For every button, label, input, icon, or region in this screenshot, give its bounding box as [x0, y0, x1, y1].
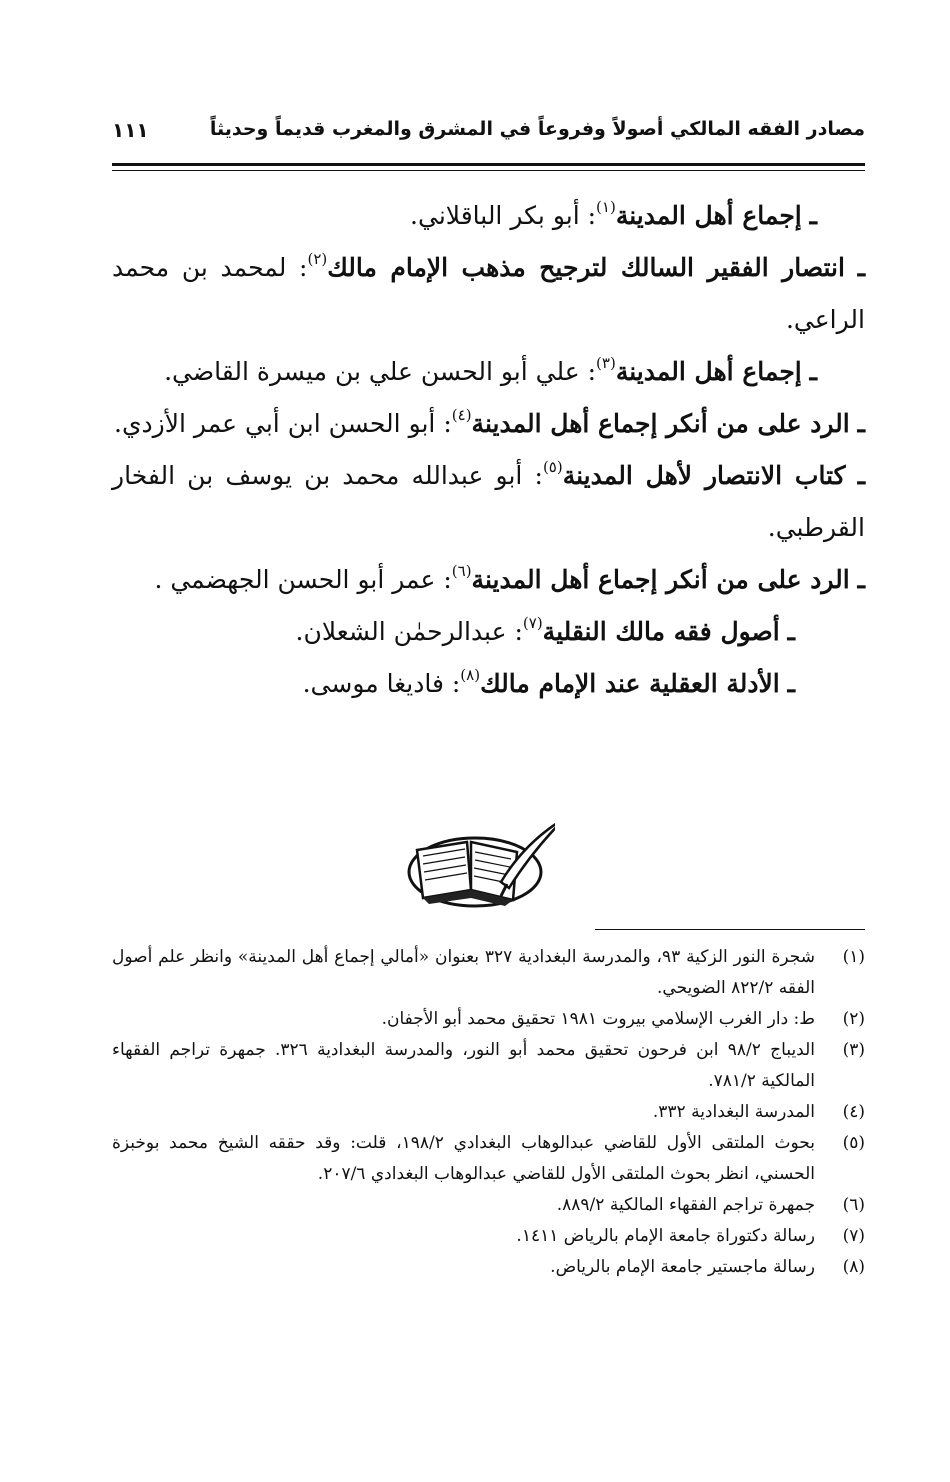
footnote	[112, 942, 865, 1004]
entry-author: : أبو بكر الباقلاني.	[410, 201, 597, 230]
footnote-text: جمهرة تراجم الفقهاء المالكية ٨٨٩/٢.	[556, 1195, 815, 1215]
footnote-number: (٣)	[842, 1040, 865, 1060]
footnote-text: المدرسة البغدادية ٣٣٢.	[652, 1102, 815, 1122]
entry-dash: ـ	[857, 565, 865, 594]
bibliography-list	[112, 190, 865, 710]
footnote-ref: (١)	[596, 198, 616, 216]
entry-dash: ـ	[857, 409, 865, 438]
footnotes	[112, 942, 865, 1283]
footnote-number: (٥)	[842, 1133, 865, 1153]
footnote-ref: (٨)	[460, 666, 481, 684]
footnote-text: الديباج ٩٨/٢ ابن فرحون تحقيق محمد أبو النور، والمدرسة البغدادية ٣٢٦. جمهرة تراجم الفقهاء المالكية ٧٨١/٢.	[112, 1040, 816, 1091]
footnote-text: ط: دار الغرب الإسلامي بيروت ١٩٨١ تحقيق محمد أبو الأجفان.	[381, 1009, 815, 1029]
footnote-number: (٦)	[842, 1195, 865, 1215]
page-number: ١١١	[112, 118, 149, 142]
footnote-number: (٤)	[842, 1102, 865, 1122]
footnote	[112, 1190, 865, 1221]
entry	[112, 554, 865, 606]
entry	[112, 658, 865, 710]
footnote-number: (٢)	[842, 1009, 865, 1029]
entry-author: : علي أبو الحسن علي بن ميسرة القاضي.	[164, 357, 597, 386]
entry-dash: ـ	[857, 253, 866, 282]
entry	[112, 450, 865, 554]
work-title: إجماع أهل المدينة	[615, 201, 802, 230]
work-title: الرد على من أنكر إجماع أهل المدينة	[471, 409, 850, 438]
footnote	[112, 1097, 865, 1128]
footnote-text: شجرة النور الزكية ٩٣، والمدرسة البغدادية ٣٢٧ بعنوان «أمالي إجماع أهل المدينة» وانظر علم أصول الفقه ٨٢٢/٢ الضويحي.	[112, 947, 815, 998]
entry-dash: ـ	[809, 357, 817, 386]
footnote-number: (١)	[842, 947, 865, 967]
header-rule-thin	[112, 170, 865, 171]
entry-author: : أبو الحسن ابن أبي عمر الأزدي.	[114, 409, 452, 438]
footnote-text: رسالة ماجستير جامعة الإمام بالرياض.	[550, 1257, 815, 1277]
entry	[112, 190, 865, 242]
work-title: انتصار الفقير السالك لترجيح مذهب الإمام مالك	[327, 253, 845, 282]
entry-author: : أبو عبدالله محمد بن يوسف بن الفخار القرطبي.	[112, 461, 865, 542]
footnote-number: (٨)	[842, 1257, 865, 1277]
entry-dash: ـ	[857, 461, 866, 490]
entry-dash: ـ	[787, 669, 795, 698]
entry	[112, 606, 865, 658]
footnote-text: رسالة دكتوراة جامعة الإمام بالرياض ١٤١١.	[516, 1226, 815, 1246]
work-title: أصول فقه مالك النقلية	[542, 617, 780, 646]
entry-author: : فاديغا موسى.	[302, 669, 461, 698]
footnote	[112, 1035, 865, 1097]
work-title: إجماع أهل المدينة	[615, 357, 802, 386]
footnote-ref: (٦)	[451, 562, 472, 580]
footnote-text: بحوث الملتقى الأول للقاضي عبدالوهاب البغدادي ١٩٨/٢، قلت: وقد حققه الشيخ محمد بوخبزة الحسني، انظر بحوث الملتقى الأول للقاضي عبدالوهاب البغدادي ٢٠٧/٦.	[112, 1133, 815, 1184]
work-title: الرد على من أنكر إجماع أهل المدينة	[471, 565, 850, 594]
entry-author: : عمر أبو الحسن الجهضمي .	[154, 565, 452, 594]
footnote-number: (٧)	[842, 1226, 865, 1246]
entry	[112, 346, 865, 398]
footnote-ref: (٣)	[596, 354, 616, 372]
work-title: كتاب الانتصار لأهل المدينة	[562, 461, 846, 490]
footnote-ref: (٧)	[522, 614, 543, 632]
entry-author: : عبدالرحمٰن الشعلان.	[295, 617, 523, 646]
entry	[112, 242, 865, 346]
book-and-quill-icon	[405, 812, 555, 912]
running-header	[112, 118, 865, 158]
footnote	[112, 1128, 865, 1190]
footnote-ref: (٢)	[307, 250, 328, 268]
entry-dash: ـ	[809, 201, 817, 230]
work-title: الأدلة العقلية عند الإمام مالك	[480, 669, 780, 698]
header-rule	[112, 163, 865, 166]
footnote-ref: (٤)	[451, 406, 472, 424]
footnote	[112, 1252, 865, 1283]
entry	[112, 398, 865, 450]
entry-dash: ـ	[787, 617, 795, 646]
entry-author: : لمحمد بن محمد الراعي.	[112, 253, 865, 334]
footnote	[112, 1221, 865, 1252]
header-title: مصادر الفقه المالكي أصولاً وفروعاً في المشرق والمغرب قديماً وحديثاً	[209, 118, 865, 140]
footnote-ref: (٥)	[542, 458, 563, 476]
footnote-rule	[595, 929, 865, 930]
footnote	[112, 1004, 865, 1035]
